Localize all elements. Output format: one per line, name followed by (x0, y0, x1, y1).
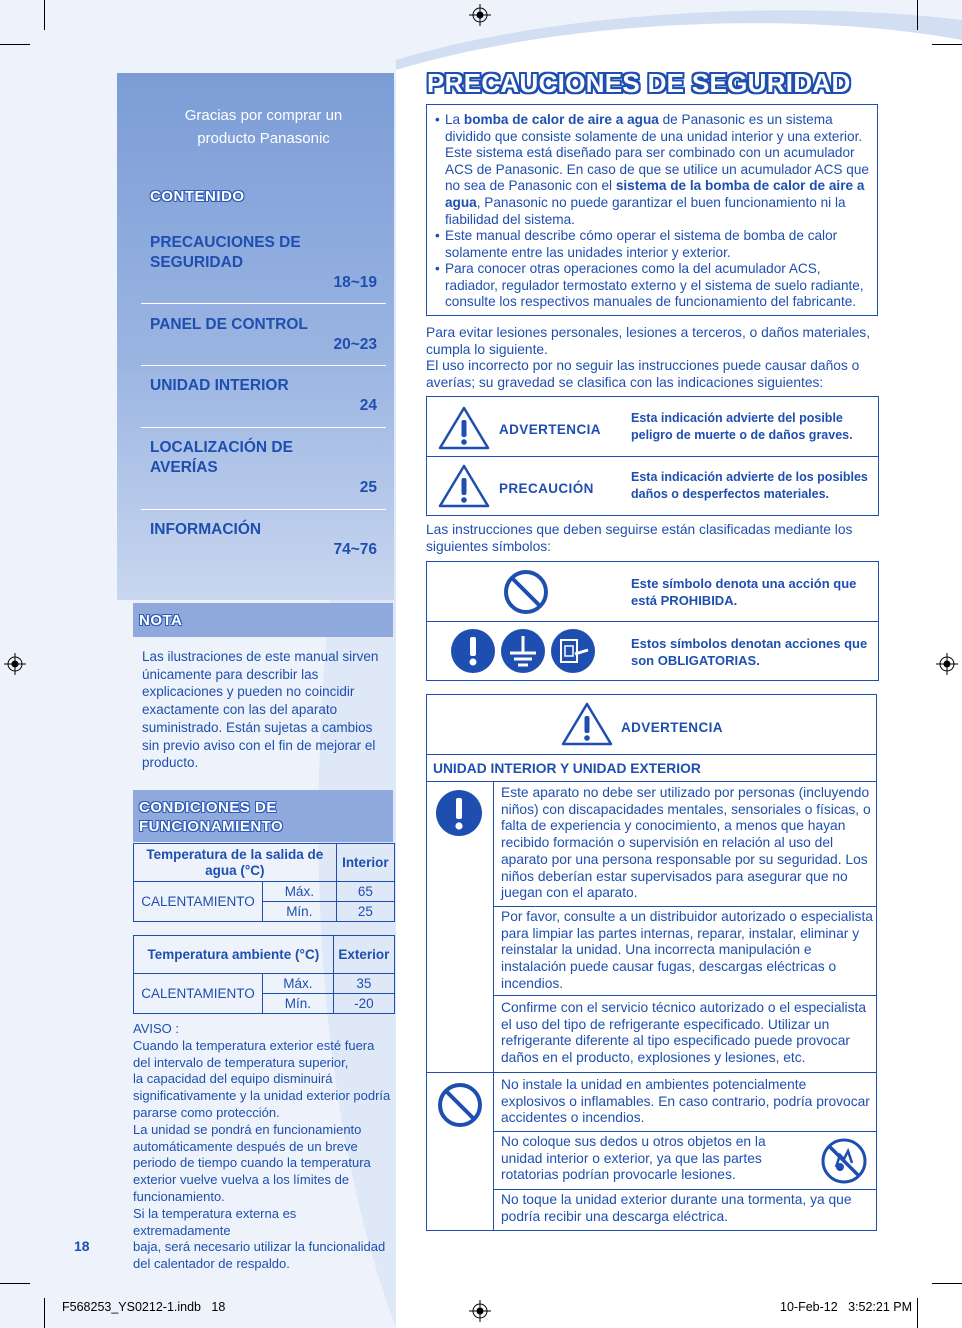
aviso-note (133, 1021, 395, 1273)
crop-mark (0, 44, 30, 45)
page-title: PRECAUCIONES DE SEGURIDAD (427, 68, 851, 98)
conditions-header (133, 790, 393, 842)
crop-mark (932, 1283, 962, 1284)
aviso-line: del calentador de respaldo. (133, 1256, 290, 1272)
bullet-text: La (445, 112, 464, 127)
mandatory-description: Estos símbolos denotan acciones que son OBLIGATORIAS. (631, 636, 868, 668)
max-value: 65 (336, 882, 394, 902)
toc-page: 74~76 (333, 541, 377, 558)
crop-mark (917, 0, 918, 30)
toc-label: INFORMACIÓN (150, 521, 262, 538)
contents-title: CONTENIDO (150, 188, 245, 205)
toc-page: 24 (359, 397, 377, 414)
prohibited-icon (502, 568, 550, 616)
toc-item[interactable] (141, 520, 386, 564)
section-heading: UNIDAD INTERIOR Y UNIDAD EXTERIOR (433, 761, 701, 776)
aviso-line: la capacidad del equipo disminuirá (133, 1071, 333, 1087)
row-divider (427, 781, 876, 782)
symbols-table (426, 561, 879, 681)
advertencia-description: Esta indicación advierte del posible peligro de muerte o de daños graves. (631, 411, 853, 442)
table-header: Exterior (333, 936, 394, 974)
table-header: Interior (336, 844, 394, 882)
mandatory-item: Confirme con el servicio técnico autorizado o el especialista el uso del tipo de refrigerante especificado. Utilizar un refrigerante diferente al tipo especificado puede provocar daños en el producto, explosiones y lesiones, etc. (501, 1000, 867, 1066)
registration-mark-icon (936, 653, 958, 675)
page-number: 18 (74, 1238, 90, 1254)
aviso-line: Si la temperatura externa es extremadamente (133, 1205, 297, 1238)
row-divider (493, 995, 876, 996)
mandatory-icon (450, 628, 496, 674)
row-divider (427, 456, 878, 457)
bullet-bold: bomba de calor de aire a agua (463, 112, 659, 127)
mandatory-item: Este aparato no debe ser utilizado por personas (incluyendo niños) con discapacidades mentales, sensoriales o físicas, o falta de experiencia y conocimiento, a menos que hayan recibido formación o supervisión en relación al uso del aparato por una persona responsable por su seguridad. Los niños deberían estar supervisados para asegurar que no juegan con el aparato. (501, 785, 871, 901)
intro-bullet (435, 112, 877, 228)
crop-mark (44, 1298, 45, 1328)
warning-box-title: ADVERTENCIA (621, 720, 723, 735)
toc-item[interactable] (141, 376, 386, 428)
nota-text: Las ilustraciones de este manual sirven únicamente para describir las explicaciones y pueden no coincidir exactamente con las del aparato suministrado. Están sujetas a cambios sin previo aviso con el fin de mejorar el producto. (142, 649, 379, 771)
row-divider (427, 621, 878, 622)
warning-triangle-icon (560, 701, 614, 747)
aviso-line: significativamente y la unidad exterior podría (133, 1088, 391, 1104)
row-divider (493, 1189, 876, 1190)
table-header: Temperatura ambiente (°C) (134, 936, 334, 974)
crop-mark (917, 1298, 918, 1328)
intro-box (426, 104, 878, 316)
nota-title: NOTA (139, 612, 183, 629)
caution-triangle-icon (437, 463, 491, 509)
toc-page: 20~23 (333, 336, 377, 353)
precaucion-label: PRECAUCIÓN (499, 481, 594, 496)
column-divider (493, 781, 494, 1230)
toc-label: UNIDAD INTERIOR (150, 377, 289, 394)
prohibited-description: Este símbolo denota una acción que está PROHIBIDA. (631, 576, 857, 608)
advertencia-label: ADVERTENCIA (499, 422, 601, 437)
mode-cell: CALENTAMIENTO (134, 882, 263, 922)
toc-page: 18~19 (333, 274, 377, 291)
warning-triangle-icon (437, 405, 491, 451)
toc-page: 25 (359, 479, 377, 496)
row-divider (493, 1131, 876, 1132)
crop-mark (0, 1283, 30, 1284)
aviso-line: exterior vuelve vuelva a los límites de (133, 1172, 350, 1188)
max-label: Máx. (263, 974, 334, 994)
prohibited-item: No toque la unidad exterior durante una tormenta, ya que podría recibir una descarga eléctrica. (501, 1192, 852, 1224)
warning-box (426, 694, 877, 1231)
aviso-line: pararse como protección. (133, 1104, 280, 1120)
intro-bullet: • Para conocer otras operaciones como la del acumulador ACS, radiador, regulador termostato externo y el sistema de suelo radiante, consulte los respectivos manuales de funcionamiento del fabricante. (435, 261, 877, 311)
prohibited-item: No coloque sus dedos u otros objetos en la unidad interior o exterior, ya que las partes rotatorias podrían provocarle lesiones. (501, 1134, 766, 1183)
severity-table (426, 396, 879, 516)
mandatory-icon (435, 789, 483, 837)
max-value: 35 (333, 974, 394, 994)
row-divider (427, 754, 876, 755)
row-divider (427, 1072, 876, 1073)
crop-mark (44, 0, 45, 30)
mode-cell: CALENTAMIENTO (134, 974, 263, 1014)
toc-label: PRECAUCIONES DE SEGURIDAD (150, 234, 301, 271)
table-header: Temperatura de la salida de agua (°C) (134, 844, 337, 882)
registration-mark-icon (469, 1300, 491, 1322)
aviso-line: baja, será necesario utilizar la funcionalidad (133, 1239, 386, 1255)
intro-paragraph: Para evitar lesiones personales, lesiones a terceros, o daños materiales, cumpla lo siguiente. El uso incorrecto por no seguir las instrucciones puede causar daños o averías; su gravedad se clasifica con las indicaciones siguientes: (426, 325, 871, 390)
bullet-bold: sistema de la bomba de calor de aire a agua (445, 178, 865, 210)
thanks-message: Gracias por comprar un producto Panasonic (184, 107, 343, 147)
water-temp-table (133, 843, 395, 922)
ground-icon (500, 628, 546, 674)
aviso-line: automáticamente después de un breve (133, 1138, 358, 1154)
min-label: Mín. (263, 902, 337, 922)
registration-mark-icon (4, 653, 26, 675)
no-fingers-icon (820, 1137, 868, 1185)
bullet-text: , Panasonic no puede garantizar el buen funcionamiento ni la fiabilidad del sistema. (445, 194, 846, 227)
aviso-title: AVISO : (133, 1021, 179, 1036)
nota-header (133, 603, 393, 637)
row-divider (493, 906, 876, 907)
symbols-paragraph: Las instrucciones que deben seguirse están clasificadas mediante los siguientes símbolos: (426, 522, 853, 554)
min-value: -20 (333, 994, 394, 1014)
min-label: Mín. (263, 994, 334, 1014)
aviso-line: La unidad se pondrá en funcionamiento (133, 1121, 362, 1137)
max-label: Máx. (263, 882, 337, 902)
toc-item[interactable] (141, 233, 386, 304)
footer-date: 10-Feb-12 3:52:21 PM (780, 1300, 913, 1314)
toc-item[interactable] (141, 438, 386, 510)
prohibited-icon (436, 1081, 484, 1129)
intro-bullet: • Este manual describe cómo operar el sistema de bomba de calor solamente entre las unidades interior y exterior. (435, 228, 877, 261)
toc-label: PANEL DE CONTROL (150, 316, 308, 333)
ambient-temp-table (133, 935, 395, 1014)
aviso-line: periodo de tiempo cuando la temperatura (133, 1155, 371, 1171)
crop-mark (932, 44, 962, 45)
bullet-text: de Panasonic es un sistema dividido que consiste solamente de una unidad interior y una exterior. Este sistema está diseñado para ser combinado con un acumulador ACS de Panasonic. En caso de que se utilice un acumulador ACS que no sea de Panasonic con el (445, 112, 869, 194)
aviso-line: del intervalo de temperatura superior, (133, 1054, 349, 1070)
toc-label: LOCALIZACIÓN DE AVERÍAS (150, 439, 293, 476)
precaucion-description: Esta indicación advierte de los posibles daños o desperfectos materiales. (631, 470, 868, 501)
footer-file: F568253_YS0212-1.indb 18 (62, 1300, 226, 1314)
toc-item[interactable] (141, 315, 386, 366)
min-value: 25 (336, 902, 394, 922)
aviso-line: funcionamiento. (133, 1188, 225, 1204)
prohibited-item: No instale la unidad en ambientes potencialmente explosivos o inflamables. En caso contrario, podría provocar accidentes o incendios. (501, 1077, 870, 1126)
unplug-icon (550, 628, 596, 674)
mandatory-item: Por favor, consulte a un distribuidor autorizado o especialista para limpiar las partes internas, reparar, instalar, eliminar y reinstalar la unidad. Una incorrecta manipulación e instalación puede causar fugas, descargas eléctricas o incendios. (501, 909, 873, 991)
registration-mark-icon (469, 4, 491, 26)
conditions-title: CONDICIONES DE FUNCIONAMIENTO (139, 799, 284, 835)
aviso-line: Cuando la temperatura exterior esté fuera (133, 1037, 375, 1053)
